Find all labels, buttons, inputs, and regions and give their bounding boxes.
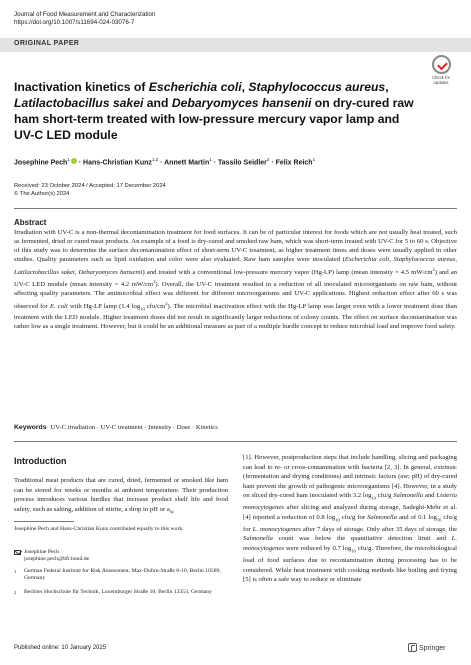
author-name[interactable]: Hans-Christian Kunz bbox=[83, 159, 152, 167]
publisher-logo: Springer bbox=[408, 643, 445, 652]
abstract-heading: Abstract bbox=[14, 218, 47, 227]
author-affiliation-ref: 2 bbox=[266, 157, 270, 162]
contact-email[interactable]: josephine.pech@bfr.bund.de bbox=[24, 556, 90, 563]
author-name[interactable]: Annett Martin bbox=[164, 159, 210, 167]
corresponding-author bbox=[14, 549, 228, 564]
author-name[interactable]: Tassilo Seidler bbox=[217, 159, 267, 167]
keyword: Kinetics bbox=[195, 424, 218, 431]
keywords-list bbox=[50, 424, 217, 431]
keyword: UV-C irradiation bbox=[50, 424, 96, 431]
keyword-separator: · bbox=[171, 424, 177, 431]
doi-link[interactable]: https://doi.org/10.1007/s11694-024-03076-7 bbox=[14, 19, 135, 26]
article-type-label: ORIGINAL PAPER bbox=[14, 40, 80, 47]
check-for-updates-badge[interactable] bbox=[426, 55, 456, 88]
author-separator: · bbox=[211, 159, 218, 167]
author-affiliation-ref: 1 bbox=[209, 157, 212, 162]
keyword-separator: · bbox=[142, 424, 149, 431]
journal-header bbox=[14, 11, 155, 27]
affiliation-2: 2 Berliner Hochschule für Technik, Luxemburger Straße 10, Berlin 13353, Germany bbox=[14, 589, 212, 595]
article-title: Inactivation kinetics of Escherichia coli, Staphylococcus aureus, Latilactobacillus sakei and Debaryomyces hansenii on dry-cured raw ham short-term treated with low-pressure mercury vapor lamp and UV-C LED module bbox=[14, 80, 414, 142]
email-icon bbox=[14, 550, 21, 555]
introduction-text: Traditional meat products that are cured, dried, fermented or smoked like ham can be stored for weeks or months at ambient temperature. Their production process introduces various hurdles that increase product shelf life and food safety, such as salting, addition of nitrite, a drop in pH or $a_W$ bbox=[14, 477, 228, 515]
abstract-text: Irradiation with UV-C is a non-thermal decontamination treatment for food surfaces. It can be of particular interest for foods which are not usually heat treated, such as fermented, dried or cured meat products. An example of a food is dry-cured and smoked raw ham, which was short-term treated with UV-C for 5 to 60 s. Objective of this study was to determine the surface decontamination effect of short-term UV-C treatment, as higher treatment times and doses were usually applied in other studies. Quality parameters such as lipid oxidation and color were also evaluated. Raw ham samples were inoculated (Escherichia coli, Staphylococcus aureus, Latilactobacillus sakei, Debaryomyces hansenii) and treated with a conventional low-pressure mercury vapor (Hg-LP) lamp (mean intensity = 4.5 $mW/cm^2$) and an UV-C LED module (mean intensity = 4.2 $mW/cm^2$). Overall, the UV-C treatment resulted in a reduction of all inoculated microorganisms on raw ham, without affecting quality parameters. The antimicrobial effect was different for different microorganisms and UV-C applications. Highest reduction effect after 60 s was observed for E. coli with Hg-LP lamp (1.4 $\log_{10} cfu/cm^2$). The microbial inactivation effect with the Hg-LP lamp was larger even with a lower treatment dose than treatment with the LED module. Higher treatment doses did not result in significantly larger reductions of colony counts. The effect on surface decontamination was rather low as a single treatment. However, but it could be an additional measure as part of a multiple hurdle concept to reduce microbial load and improve food safety. bbox=[14, 229, 457, 331]
check-updates-label: Check for updates bbox=[432, 75, 450, 85]
author-affiliation-ref: 1 bbox=[312, 157, 316, 162]
author-name[interactable]: Josephine Pech bbox=[14, 159, 68, 167]
divider bbox=[14, 441, 457, 442]
footnote-divider bbox=[14, 521, 74, 522]
keyword: Intensity bbox=[148, 424, 172, 431]
author-list bbox=[14, 155, 454, 167]
contribution-note: Josephine Pech and Hans-Christian Kunz contributed equally to this work. bbox=[14, 526, 184, 532]
right-column-text: [1]. However, postproduction steps that include handling, slicing and packaging can lead to re- or cross-contamination with bacteria [2, 3]. In general, extrinsic (fermentation and drying conditions) and intrinsic factors (aw; pH) of dry-cured ham prevent the growth of pathogenic microorganisms [4]. However, in a study on sliced dry-cured ham inoculated with 3.2 $\log_{10} cfu/g$ Salmonella and Listeria monocytogenes after slicing and analyzed during storage, Sadeghi-Mehr et al. [4] reported a reduction of 0.8 $\log_{10} cfu/g$ for Salmonella and of 0.1 $\log_{10} cfu/g$ for L. monocytogenes after 7 days of storage. Only after 35 days of storage, the Salmonella count was below the quantitative detection limit and L. monocytogenes were reduced by 0.7 $\log_{10} cfu/g$. Therefore, the microbiological load of food surfaces due to recontamination during processing has to be considered. While heat treatment with cooking methods like boiling and frying [5] is often a safe way to reduce or eliminate bbox=[243, 454, 457, 584]
author-affiliation-ref: 1,2 bbox=[151, 157, 159, 162]
introduction-heading: Introduction bbox=[14, 456, 67, 466]
received-accepted-dates: Received: 23 October 2024 / Accepted: 17 December 2024 bbox=[14, 183, 166, 189]
divider bbox=[14, 208, 457, 209]
author-affiliation-ref: 1 bbox=[67, 157, 70, 162]
article-type-banner bbox=[0, 38, 471, 52]
contact-name: Josephine Pech bbox=[24, 549, 59, 555]
keyword: UV-C treatment bbox=[100, 424, 143, 431]
affiliation-1: 1 German Federal Institute for Risk Assessment, Max-Dohrn-Straße 8-10, Berlin 10589, Germany bbox=[14, 568, 221, 582]
journal-name: Journal of Food Measurement and Characterization bbox=[14, 11, 156, 18]
published-date: Published online: 10 January 2025 bbox=[14, 645, 107, 651]
article-dates bbox=[14, 183, 166, 198]
copyright-notice: © The Author(s) 2024 bbox=[14, 190, 70, 197]
springer-horse-icon bbox=[408, 643, 417, 652]
keyword-separator: · bbox=[95, 424, 101, 431]
check-updates-icon bbox=[432, 55, 451, 74]
keyword-separator: · bbox=[190, 424, 196, 431]
keyword: Dose bbox=[176, 424, 191, 431]
author-separator: · bbox=[76, 159, 84, 167]
author-separator: · bbox=[158, 159, 165, 167]
keywords-line: Keywords UV-C irradiation · UV-C treatment · Intensity · Dose · Kinetics bbox=[14, 424, 218, 431]
author-name[interactable]: Felix Reich bbox=[275, 159, 313, 167]
author-separator: · bbox=[269, 159, 276, 167]
